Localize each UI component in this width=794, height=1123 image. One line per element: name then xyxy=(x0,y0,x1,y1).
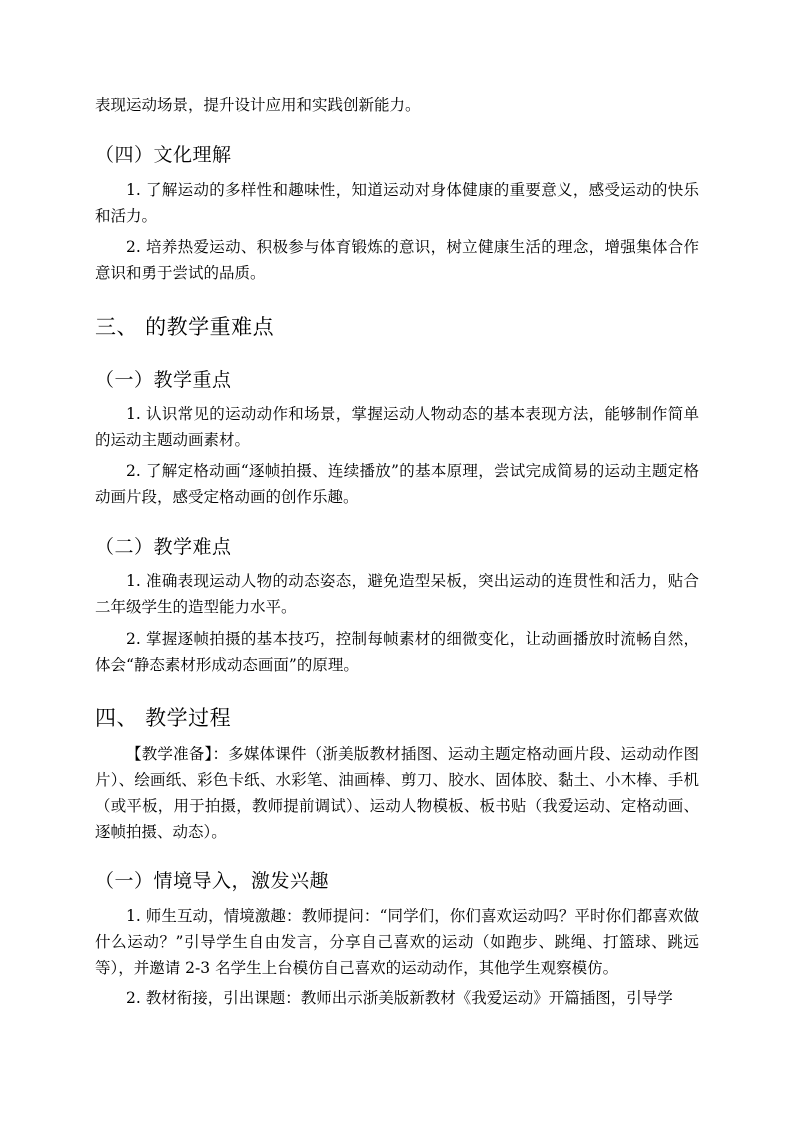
section-heading: （二）教学难点 xyxy=(95,536,232,558)
heading-section-4 xyxy=(95,703,699,733)
key-item-2 xyxy=(95,458,699,510)
paragraph: 2. 教材衔接，引出课题：教师出示浙美版新教材《我爱运动》开篇插图，引导学 xyxy=(126,989,673,1007)
paragraph: 2. 掌握逐帧拍摄的基本技巧，控制每帧素材的细微变化，让动画播放时流畅自然，体会“静态素材形成动态画面”的原理。 xyxy=(95,630,699,674)
paragraph: 1. 认识常见的运动动作和场景，掌握运动人物动态的基本表现方法，能够制作简单的运动主题动画素材。 xyxy=(95,405,699,449)
section-heading: （四）文化理解 xyxy=(95,144,232,166)
key-item-1 xyxy=(95,401,699,453)
paragraph-continuation xyxy=(95,92,699,118)
heading-introduction xyxy=(95,867,699,895)
paragraph: 1. 了解运动的多样性和趣味性，知道运动对身体健康的重要意义，感受运动的快乐和活力。 xyxy=(95,181,699,225)
heading-section-3 xyxy=(95,312,699,342)
section-heading: （一）情境导入，激发兴趣 xyxy=(95,870,330,892)
paragraph: 2. 了解定格动画“逐帧拍摄、连续播放”的基本原理，尝试完成简易的运动主题定格动画片段，感受定格动画的创作乐趣。 xyxy=(95,462,699,506)
heading-culture xyxy=(95,141,699,169)
difficulty-item-1 xyxy=(95,568,699,620)
paragraph: 1. 师生互动，情境激趣：教师提问：“同学们，你们喜欢运动吗？平时你们都喜欢做什么运动？”引导学生自由发言，分享自己喜欢的运动（如跑步、跳绳、打篮球、跳远等），并邀请 2-3 名学生上台模仿自己喜欢的运动动作，其他学生观察模仿。 xyxy=(95,907,699,977)
heading-key-points xyxy=(95,366,699,394)
teaching-preparation xyxy=(95,741,699,845)
chapter-heading: 四、 教学过程 xyxy=(95,706,232,730)
culture-item-1 xyxy=(95,177,699,229)
difficulty-item-2 xyxy=(95,626,699,678)
paragraph: 【教学准备】：多媒体课件（浙美版教材插图、运动主题定格动画片段、运动动作图片）、绘画纸、彩色卡纸、水彩笔、油画棒、剪刀、胶水、固体胶、黏土、小木棒、手机（或平板，用于拍摄，教师提前调试）、运动人物模板、板书贴（我爱运动、定格动画、逐帧拍摄、动态）。 xyxy=(95,745,699,841)
paragraph: 1. 准确表现运动人物的动态姿态，避免造型呆板，突出运动的连贯性和活力，贴合二年级学生的造型能力水平。 xyxy=(95,572,699,616)
paragraph: 表现运动场景，提升设计应用和实践创新能力。 xyxy=(95,96,421,114)
intro-item-1 xyxy=(95,903,699,981)
intro-item-2 xyxy=(95,985,699,1011)
chapter-heading: 三、 的教学重难点 xyxy=(95,315,275,339)
heading-difficulties xyxy=(95,533,699,561)
paragraph: 2. 培养热爱运动、积极参与体育锻炼的意识，树立健康生活的理念，增强集体合作意识和勇于尝试的品质。 xyxy=(95,238,699,282)
section-heading: （一）教学重点 xyxy=(95,369,232,391)
culture-item-2 xyxy=(95,234,699,286)
